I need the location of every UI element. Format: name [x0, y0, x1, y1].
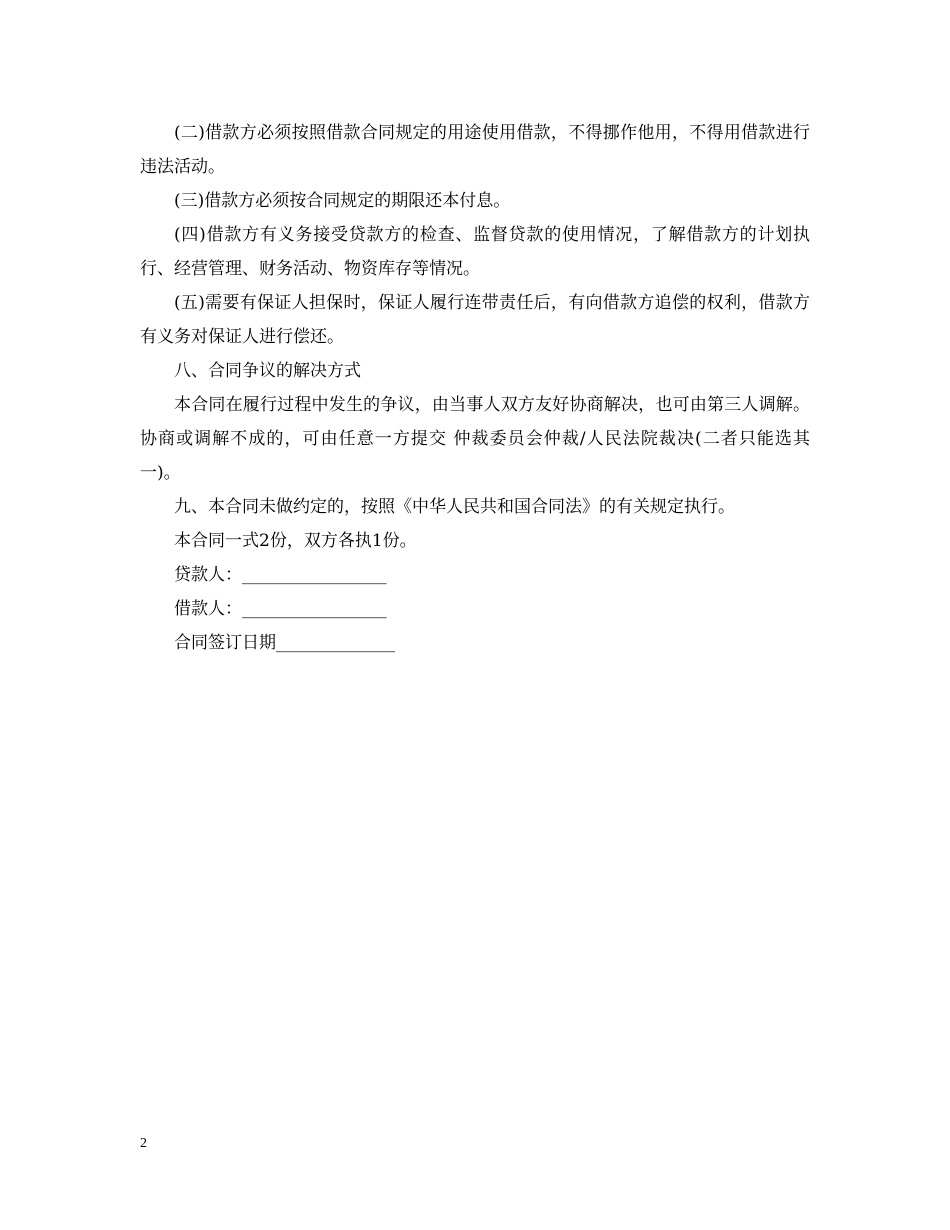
copies-statement: 本合同一式2份，双方各执1份。: [174, 531, 417, 551]
section-heading-8: 八、合同争议的解决方式: [174, 361, 361, 381]
clause-5: (五)需要有保证人担保时，保证人履行连带责任后，有向借款方追偿的权利，借款方有义务对保证人进行偿还。: [140, 293, 810, 347]
lender-signature-line: 贷款人：_________________: [174, 565, 387, 585]
section-9: 九、本合同未做约定的，按照《中华人民共和国合同法》的有关规定执行。: [174, 497, 735, 517]
dispute-resolution-paragraph: 本合同在履行过程中发生的争议，由当事人双方友好协商解决，也可由第三人调解。协商或调解不成的，可由任意一方提交 仲裁委员会仲裁/人民法院裁决(二者只能选其一)。: [140, 395, 810, 483]
signing-date-line: 合同签订日期______________: [174, 633, 395, 653]
page-number: 2: [140, 1136, 147, 1151]
document-body: [140, 116, 810, 660]
borrower-signature-line: 借款人：_________________: [174, 599, 387, 619]
clause-3: (三)借款方必须按合同规定的期限还本付息。: [174, 191, 511, 211]
clause-4: (四)借款方有义务接受贷款方的检查、监督贷款的使用情况，了解借款方的计划执行、经营管理、财务活动、物资库存等情况。: [140, 225, 810, 279]
clause-2: (二)借款方必须按照借款合同规定的用途使用借款，不得挪作他用，不得用借款进行违法活动。: [140, 123, 810, 177]
